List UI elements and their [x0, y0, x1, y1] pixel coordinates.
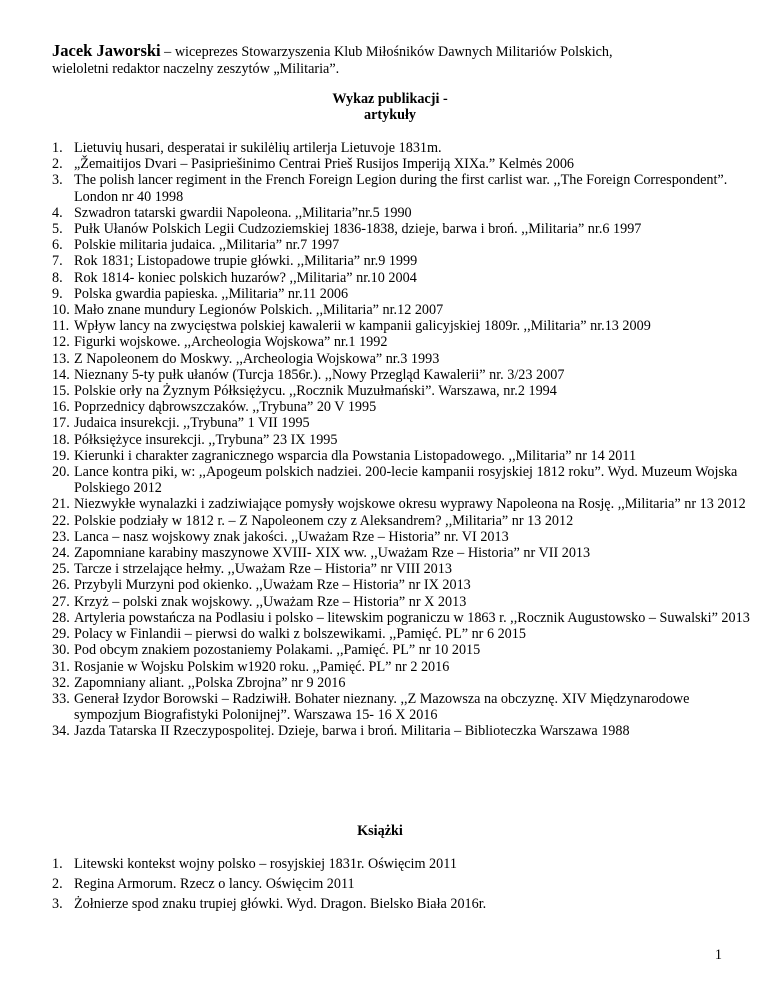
- list-item: [52, 876, 752, 892]
- author-description: – wiceprezes Stowarzyszenia Klub Miłośników Dawnych Militariów Polskich,: [160, 44, 613, 60]
- articles-heading: [300, 91, 480, 123]
- list-item-number: 16.: [52, 399, 70, 416]
- list-item-text: Szwadron tatarski gwardii Napoleona. ,,Militaria”nr.5 1990: [74, 204, 412, 221]
- list-item-text: Generał Izydor Borowski – Radziwiłł. Bohater nieznany. ,,Z Mazowsza na obczyznę. XIV Międzynarodowe sympozjum Biografistyki Polonijnej”. Warszawa 15- 16 X 2016: [74, 690, 690, 724]
- list-item-number: 1.: [52, 140, 63, 156]
- list-item: [52, 351, 752, 367]
- list-item-text: Pułk Ułanów Polskich Legii Cudzoziemskiej 1836-1838, dzieje, barwa i broń. ,,Militaria” nr.6 1997: [74, 221, 642, 238]
- author-description-cont: wieloletni redaktor naczelny zeszytów „Militaria”.: [52, 61, 340, 77]
- list-item-number: 2.: [52, 156, 63, 173]
- list-item-text: Lietuvių husari, desperatai ir sukilėlių artilerja Lietuvoje 1831m.: [74, 140, 442, 156]
- books-list: [52, 856, 752, 917]
- list-item-text: Poprzednicy dąbrowszczaków. ,,Trybuna” 20 V 1995: [74, 399, 377, 416]
- list-item-text: Jazda Tatarska II Rzeczypospolitej. Dzieje, barwa i broń. Militaria – Biblioteczka Warszawa 1988: [74, 723, 630, 740]
- list-item-text: Lance kontra piki, w: ,,Apogeum polskich nadziei. 200-lecie kampanii rosyjskiej 1812 roku”. Wyd. Muzeum Wojska Polskiego 2012: [74, 464, 738, 497]
- list-item-number: 3.: [52, 172, 63, 189]
- list-item-number: 20.: [52, 464, 70, 481]
- list-item-number: 28.: [52, 609, 70, 626]
- list-item: [52, 286, 752, 302]
- list-item: [52, 140, 752, 156]
- list-item-text: Żołnierze spod znaku trupiej główki. Wyd. Dragon. Bielsko Biała 2016r.: [74, 896, 487, 913]
- list-item-text: The polish lancer regiment in the French Foreign Legion during the first carlist war. ,,The Foreign Correspondent”. London nr 40 1998: [74, 172, 728, 205]
- list-item: [52, 642, 752, 658]
- books-heading: Książki: [357, 823, 403, 839]
- list-item-number: 6.: [52, 237, 63, 254]
- list-item-text: Polskie militaria judaica. ,,Militaria” nr.7 1997: [74, 237, 340, 254]
- list-item-text: Nieznany 5-ty pułk ułanów (Turcja 1856r.). ,,Nowy Przegląd Kawalerii” nr. 3/23 2007: [74, 366, 565, 383]
- list-item-text: Zapomniany aliant. ,,Polska Zbrojna” nr 9 2016: [74, 674, 346, 691]
- list-item: [52, 626, 752, 642]
- list-item-text: Z Napoleonem do Moskwy. ,,Archeologia Wojskowa” nr.3 1993: [74, 350, 440, 367]
- articles-heading-line2: artykuły: [363, 107, 417, 123]
- list-item: [52, 448, 752, 464]
- list-item: [52, 156, 752, 172]
- list-item: [52, 594, 752, 610]
- list-item-number: 4.: [52, 204, 63, 221]
- list-item-number: 17.: [52, 415, 70, 432]
- list-item: [52, 432, 752, 448]
- list-item-number: 30.: [52, 642, 70, 659]
- list-item: [52, 367, 752, 383]
- list-item: [52, 318, 752, 334]
- list-item-text: Lanca – nasz wojskowy znak jakości. ,,Uważam Rze – Historia” nr. VI 2013: [74, 528, 509, 545]
- list-item: [52, 896, 752, 912]
- list-item: [52, 513, 752, 529]
- list-item-text: Tarcze i strzelające hełmy. ,,Uważam Rze – Historia” nr VIII 2013: [74, 561, 452, 578]
- list-item: [52, 253, 752, 269]
- list-item: [52, 610, 752, 626]
- list-item: [52, 856, 752, 872]
- list-item-text: Pod obcym znakiem pozostaniemy Polakami. ,,Pamięć. PL” nr 10 2015: [74, 642, 481, 659]
- list-item-number: 2.: [52, 876, 63, 893]
- list-item-text: Artyleria powstańcza na Podlasiu i polsko – litewskim pograniczu w 1863 r. ,,Rocznik Augustowsko – Suwalski” 2013: [74, 609, 750, 626]
- list-item-text: Rok 1831; Listopadowe trupie główki. ,,Militaria” nr.9 1999: [74, 253, 418, 270]
- list-item: [52, 270, 752, 286]
- list-item-text: Polskie podziały w 1812 r. – Z Napoleonem czy z Aleksandrem? ,,Militaria” nr 13 2012: [74, 512, 574, 529]
- list-item-number: 14.: [52, 366, 70, 383]
- list-item-number: 18.: [52, 431, 70, 448]
- list-item: [52, 415, 752, 431]
- list-item-number: 34.: [52, 723, 70, 740]
- list-item-number: 23.: [52, 528, 70, 545]
- list-item: [52, 723, 752, 739]
- list-item: [52, 577, 752, 593]
- list-item-number: 15.: [52, 383, 70, 400]
- page-number: 1: [714, 947, 722, 963]
- list-item-number: 3.: [52, 896, 63, 913]
- list-item: [52, 302, 752, 318]
- list-item-number: 33.: [52, 690, 70, 707]
- list-item-number: 13.: [52, 350, 70, 367]
- list-item-number: 22.: [52, 512, 70, 529]
- list-item: [52, 691, 752, 723]
- list-item: [52, 399, 752, 415]
- list-item-number: 11.: [52, 318, 70, 335]
- list-item-text: Zapomniane karabiny maszynowe XVIII- XIX ww. ,,Uważam Rze – Historia” nr VII 2013: [74, 545, 591, 562]
- list-item-text: Mało znane mundury Legionów Polskich. ,,Militaria” nr.12 2007: [74, 302, 444, 319]
- list-item-text: Figurki wojskowe. ,,Archeologia Wojskowa” nr.1 1992: [74, 334, 388, 351]
- list-item-number: 31.: [52, 658, 70, 675]
- list-item: [52, 383, 752, 399]
- list-item-text: Judaica insurekcji. ,,Trybuna” 1 VII 1995: [74, 415, 310, 432]
- list-item-number: 32.: [52, 674, 70, 691]
- list-item-text: Niezwykłe wynalazki i zadziwiające pomysły wojskowe okresu wyprawy Napoleona na Rosję. ,,Militaria” nr 13 2012: [74, 496, 746, 513]
- list-item-number: 25.: [52, 561, 70, 578]
- list-item: [52, 561, 752, 577]
- list-item-text: Polacy w Finlandii – pierwsi do walki z bolszewikami. ,,Pamięć. PL” nr 6 2015: [74, 626, 526, 643]
- list-item: [52, 237, 752, 253]
- articles-list: [52, 140, 752, 740]
- list-item-number: 1.: [52, 856, 63, 872]
- list-item: [52, 496, 752, 512]
- list-item: [52, 675, 752, 691]
- list-item-number: 7.: [52, 253, 63, 270]
- list-item-text: Kierunki i charakter zagranicznego wsparcia dla Powstania Listopadowego. ,,Militaria” nr 14 2011: [74, 447, 637, 464]
- list-item-text: Regina Armorum. Rzecz o lancy. Oświęcim 2011: [74, 876, 355, 893]
- list-item-text: Litewski kontekst wojny polsko – rosyjskiej 1831r. Oświęcim 2011: [74, 856, 457, 872]
- list-item: [52, 205, 752, 221]
- list-item-number: 27.: [52, 593, 70, 610]
- list-item-number: 19.: [52, 447, 70, 464]
- list-item: [52, 334, 752, 350]
- list-item-number: 24.: [52, 545, 70, 562]
- list-item-text: Półksiężyce insurekcji. ,,Trybuna” 23 IX 1995: [74, 431, 338, 448]
- list-item-number: 10.: [52, 302, 70, 319]
- list-item-number: 8.: [52, 269, 63, 286]
- list-item-text: Polska gwardia papieska. ,,Militaria” nr.11 2006: [74, 285, 349, 302]
- list-item-text: Wpływ lancy na zwycięstwa polskiej kawalerii w kampanii galicyjskiej 1809r. ,,Militaria” nr.13 2009: [74, 318, 651, 335]
- list-item-text: Rok 1814- koniec polskich huzarów? ,,Militaria” nr.10 2004: [74, 269, 417, 286]
- author-intro: [52, 42, 752, 78]
- author-name: Jacek Jaworski: [52, 41, 161, 60]
- list-item: [52, 464, 752, 496]
- list-item: [52, 545, 752, 561]
- list-item-text: „Žemaitijos Dvari – Pasipriešinimo Centrai Prieš Rusijos Imperiją XIXa.” Kelmės 2006: [74, 156, 575, 173]
- list-item-text: Polskie orły na Żyznym Półksiężycu. ,,Rocznik Muzułmański”. Warszawa, nr.2 1994: [74, 383, 557, 400]
- list-item-text: Przybyli Murzyni pod okienko. ,,Uważam Rze – Historia” nr IX 2013: [74, 577, 471, 594]
- list-item-number: 5.: [52, 221, 63, 238]
- list-item-text: Krzyż – polski znak wojskowy. ,,Uważam Rze – Historia” nr X 2013: [74, 593, 467, 610]
- list-item-number: 9.: [52, 285, 63, 302]
- list-item-number: 29.: [52, 626, 70, 643]
- articles-heading-line1: Wykaz publikacji -: [332, 91, 448, 107]
- list-item: [52, 659, 752, 675]
- list-item: [52, 529, 752, 545]
- list-item: [52, 172, 752, 204]
- list-item-number: 12.: [52, 334, 70, 351]
- list-item-text: Rosjanie w Wojsku Polskim w1920 roku. ,,Pamięć. PL” nr 2 2016: [74, 658, 450, 675]
- list-item: [52, 221, 752, 237]
- list-item-number: 21.: [52, 496, 70, 513]
- list-item-number: 26.: [52, 577, 70, 594]
